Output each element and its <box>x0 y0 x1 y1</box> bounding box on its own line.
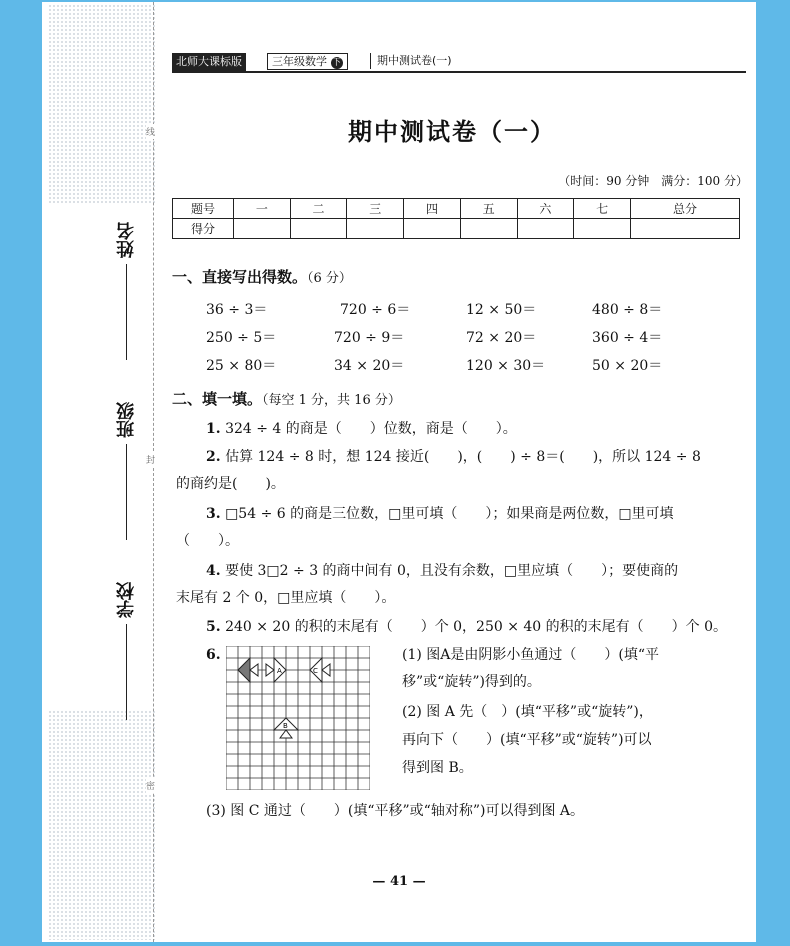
calc-item: 360 ÷ 4＝ <box>592 330 663 346</box>
class-field[interactable] <box>114 402 140 540</box>
question-3a <box>206 504 674 524</box>
binding-sidebar <box>42 2 156 942</box>
question-text: 要使 3□2 ÷ 3 的商中间有 0，且没有余数，□里应填（ ）；要使商的 <box>225 563 679 579</box>
cut-mark-xian: 线 <box>146 124 155 139</box>
cut-mark-feng: 封 <box>146 452 155 467</box>
score-cell: 三 <box>347 199 404 219</box>
shaded-fish <box>238 658 258 682</box>
section1-title: 一、直接写出得数。 <box>172 268 308 286</box>
fig-label-b: B <box>283 722 288 730</box>
school-line <box>127 624 128 720</box>
grade-text: 三年级数学 <box>272 55 327 68</box>
time-info: （时间：90 分钟 满分：100 分） <box>558 174 748 188</box>
cut-mark-mi: 密 <box>146 778 155 793</box>
calc-item: 34 × 20＝ <box>334 358 405 374</box>
edition-label: 北师大课标版 <box>172 53 246 71</box>
fish-grid <box>226 646 370 790</box>
score-cell: 七 <box>574 199 631 219</box>
name-field[interactable] <box>114 222 140 360</box>
question-number: 3. <box>206 506 221 522</box>
question-number: 1. <box>206 421 221 437</box>
score-header-row <box>173 199 740 219</box>
score-cell: 五 <box>460 199 517 219</box>
score-table <box>172 198 740 239</box>
section1-points: （6 分） <box>307 271 352 286</box>
score-cell: 一 <box>234 199 291 219</box>
question-1 <box>206 419 517 439</box>
score-input[interactable] <box>290 219 347 239</box>
score-input[interactable] <box>234 219 291 239</box>
question-4a <box>206 561 678 581</box>
calc-item: 720 ÷ 9＝ <box>334 330 405 346</box>
exam-label: 期中测试卷(一) <box>370 53 458 69</box>
score-cell: 题号 <box>173 199 234 219</box>
score-row-label: 得分 <box>173 219 234 239</box>
score-cell: 二 <box>290 199 347 219</box>
question-text: 324 ÷ 4 的商是（ ）位数，商是（ ）。 <box>225 421 517 437</box>
header-bar <box>172 53 746 73</box>
section2-title: 二、填一填。 <box>172 390 263 408</box>
calc-item: 36 ÷ 3＝ <box>206 302 268 318</box>
question-6-2b: 再向下（ ）(填“平移”或“旋转”)可以 <box>402 732 652 748</box>
score-input[interactable] <box>630 219 739 239</box>
class-label: 班级 <box>116 402 137 438</box>
question-6-1a: (1) 图A是由阴影小鱼通过（ ）(填“平 <box>402 647 660 663</box>
sidebar-pattern-top <box>48 4 156 204</box>
section2-heading <box>172 388 401 409</box>
question-4b: 末尾有 2 个 0，□里应填（ ）。 <box>176 590 396 606</box>
question-6-3: (3) 图 C 通过（ ）(填“平移”或“轴对称”)可以得到图 A。 <box>206 803 585 819</box>
score-input[interactable] <box>347 219 404 239</box>
name-line <box>127 264 128 360</box>
sidebar-pattern-bottom <box>48 710 156 940</box>
fig-label-a: A <box>277 667 282 675</box>
class-line <box>127 444 128 540</box>
page-title: 期中测试卷（一） <box>348 118 556 146</box>
question-number: 5. <box>206 619 221 635</box>
fig-label-c: C <box>313 667 318 675</box>
calc-item: 720 ÷ 6＝ <box>340 302 411 318</box>
grade-label <box>267 53 348 70</box>
question-number: 2. <box>206 449 221 465</box>
question-5 <box>206 617 727 637</box>
calc-item: 72 × 20＝ <box>466 330 537 346</box>
question-6-2c: 得到图 B。 <box>402 760 473 776</box>
score-input[interactable] <box>574 219 631 239</box>
question-6-2a: (2) 图 A 先（ ）(填“平移”或“旋转”)， <box>402 704 653 720</box>
question-3b: （ ）。 <box>176 533 239 549</box>
section1-heading <box>172 266 352 287</box>
school-field[interactable] <box>114 582 140 720</box>
calc-item: 25 × 80＝ <box>206 358 277 374</box>
question-number: 4. <box>206 563 221 579</box>
question-text: □54 ÷ 6 的商是三位数，□里可填（ ）；如果商是两位数，□里可填 <box>225 506 674 522</box>
fish-grid-figure <box>226 646 370 794</box>
calc-item: 250 ÷ 5＝ <box>206 330 277 346</box>
fish-a <box>266 658 286 682</box>
score-input[interactable] <box>404 219 461 239</box>
volume-badge: 下 <box>331 58 341 68</box>
page-number: — 41 — <box>372 874 426 889</box>
question-6-number <box>206 645 221 665</box>
question-text: 240 × 20 的积的末尾有（ ）个 0，250 × 40 的积的末尾有（ ）个 0。 <box>225 619 728 635</box>
cut-line <box>153 2 154 942</box>
school-label: 学校 <box>116 582 137 618</box>
exam-paper <box>42 2 756 942</box>
score-row <box>173 219 740 239</box>
score-input[interactable] <box>460 219 517 239</box>
calc-item: 120 × 30＝ <box>466 358 546 374</box>
score-cell: 四 <box>404 199 461 219</box>
question-2a <box>206 447 701 467</box>
calc-item: 480 ÷ 8＝ <box>592 302 663 318</box>
question-2b: 的商约是( )。 <box>176 476 285 492</box>
question-number: 6. <box>206 647 221 663</box>
score-cell: 六 <box>517 199 574 219</box>
score-input[interactable] <box>517 219 574 239</box>
question-text: 估算 124 ÷ 8 时，想 124 接近( )，( ) ÷ 8＝( )，所以 124 ÷ 8 <box>225 449 701 465</box>
calc-item: 50 × 20＝ <box>592 358 663 374</box>
section2-points: （每空 1 分，共 16 分） <box>262 393 401 408</box>
name-label: 姓名 <box>116 222 137 258</box>
calc-item: 12 × 50＝ <box>466 302 537 318</box>
question-6-1b: 移”或“旋转”)得到的。 <box>402 674 541 690</box>
score-cell: 总分 <box>630 199 739 219</box>
